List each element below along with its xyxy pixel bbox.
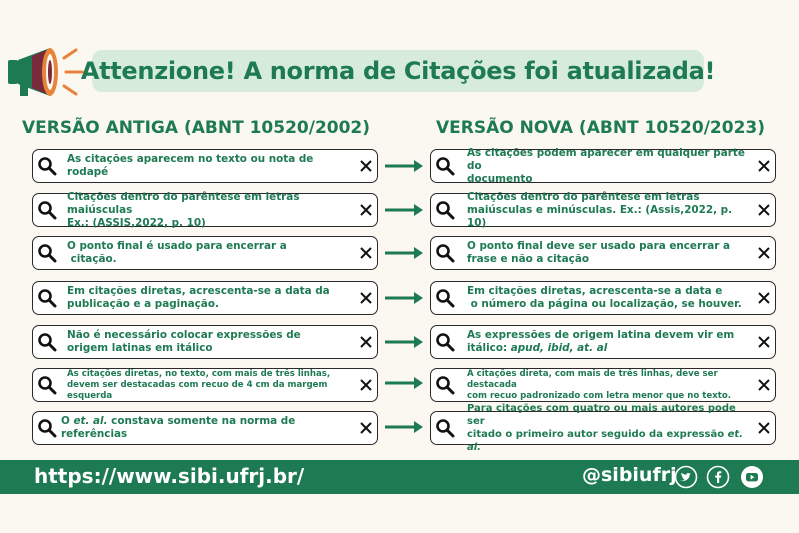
close-icon[interactable]: [753, 237, 775, 269]
old-item-6-text: As citações diretas, no texto, com mais de três linhas, devem ser destacadas com recuo de 4 cm da margem esquerda: [67, 368, 331, 401]
new-item-5[interactable]: [430, 325, 776, 359]
close-icon[interactable]: [355, 150, 377, 182]
search-icon: [33, 369, 61, 401]
new-item-7[interactable]: [430, 403, 776, 453]
new-item-1-text: As citações podem aparecer em qualquer parte do documento: [467, 146, 745, 185]
old-item-7-text: O et. al. constava somente na norma de referências: [61, 415, 296, 440]
old-item-6[interactable]: [32, 368, 378, 402]
old-item-5[interactable]: [32, 325, 378, 359]
close-icon[interactable]: [753, 150, 775, 182]
search-icon: [431, 282, 459, 314]
close-icon[interactable]: [753, 194, 775, 226]
new-item-2-text: Citações dentro do parêntese em letras maiúsculas e minúsculas. Ex.: (Assis,2022, p. 10): [467, 190, 733, 229]
old-item-5-text: Não é necessário colocar expressões de origem latinas em itálico: [67, 329, 301, 354]
arrow-right-icon: [384, 203, 424, 217]
arrow-right-icon: [384, 159, 424, 173]
old-item-1[interactable]: [32, 149, 378, 183]
old-item-4-text: Em citações diretas, acrescenta-se a data da publicação e a paginação.: [67, 285, 330, 310]
new-item-3-text: O ponto final deve ser usado para encerrar a frase e não a citação: [467, 240, 730, 265]
old-item-4[interactable]: [32, 281, 378, 315]
arrow-right-icon: [384, 420, 424, 434]
search-icon: [33, 412, 61, 444]
search-icon: [431, 412, 459, 444]
search-icon: [33, 326, 61, 358]
page-title: Attenzione! A norma de Citações foi atualizada!: [80, 57, 716, 85]
old-item-2[interactable]: [32, 190, 378, 229]
close-icon[interactable]: [753, 326, 775, 358]
arrow-right-icon: [384, 376, 424, 390]
footer-bar: [0, 460, 799, 494]
new-item-6[interactable]: [430, 368, 776, 402]
close-icon[interactable]: [355, 237, 377, 269]
close-icon[interactable]: [355, 194, 377, 226]
new-item-4[interactable]: [430, 281, 776, 315]
new-item-3[interactable]: [430, 236, 776, 270]
search-icon: [33, 150, 61, 182]
old-item-3-text: O ponto final é usado para encerrar a citação.: [67, 240, 287, 265]
close-icon[interactable]: [753, 282, 775, 314]
new-version-heading: VERSÃO NOVA (ABNT 10520/2023): [436, 118, 765, 138]
search-icon: [431, 326, 459, 358]
old-item-7[interactable]: [32, 411, 378, 445]
old-item-1-text: As citações aparecem no texto ou nota de rodapé: [67, 153, 314, 178]
arrow-right-icon: [384, 246, 424, 260]
new-item-4-text: Em citações diretas, acrescenta-se a data e o número da página ou localização, se houver.: [467, 285, 742, 310]
close-icon[interactable]: [355, 412, 377, 444]
arrow-right-icon: [384, 335, 424, 349]
search-icon: [431, 194, 459, 226]
arrow-right-icon: [384, 291, 424, 305]
close-icon[interactable]: [355, 369, 377, 401]
old-version-heading: VERSÃO ANTIGA (ABNT 10520/2002): [22, 118, 371, 138]
old-item-2-text: Citações dentro do parêntese em letras maiúsculas Ex.: (ASSIS,2022, p. 10): [67, 190, 300, 229]
search-icon: [431, 237, 459, 269]
search-icon: [431, 369, 459, 401]
close-icon[interactable]: [355, 326, 377, 358]
twitter-icon[interactable]: [674, 465, 698, 489]
new-item-5-text: As expressões de origem latina devem vir em itálico: apud, ibid, at. al: [467, 329, 735, 354]
new-item-1[interactable]: [430, 146, 776, 185]
close-icon[interactable]: [753, 412, 775, 444]
new-item-7-text: Para citações com quatro ou mais autores pode ser citado o primeiro autor seguido da expressão et. al.: [467, 403, 743, 453]
social-handle[interactable]: @sibiufrj: [582, 464, 677, 486]
megaphone-icon: [6, 44, 88, 100]
new-item-6-text: A citações direta, com mais de três linhas, deve ser destacada com recuo padronizado com letra menor que no texto.: [467, 368, 732, 401]
search-icon: [33, 237, 61, 269]
close-icon[interactable]: [355, 282, 377, 314]
close-icon[interactable]: [753, 369, 775, 401]
search-icon: [33, 282, 61, 314]
website-link[interactable]: https://www.sibi.ufrj.br/: [34, 464, 305, 488]
title-banner: [80, 50, 716, 92]
old-item-3[interactable]: [32, 236, 378, 270]
search-icon: [33, 194, 61, 226]
facebook-icon[interactable]: [706, 465, 730, 489]
search-icon: [431, 150, 459, 182]
new-item-2[interactable]: [430, 190, 776, 229]
youtube-icon[interactable]: [740, 465, 764, 489]
